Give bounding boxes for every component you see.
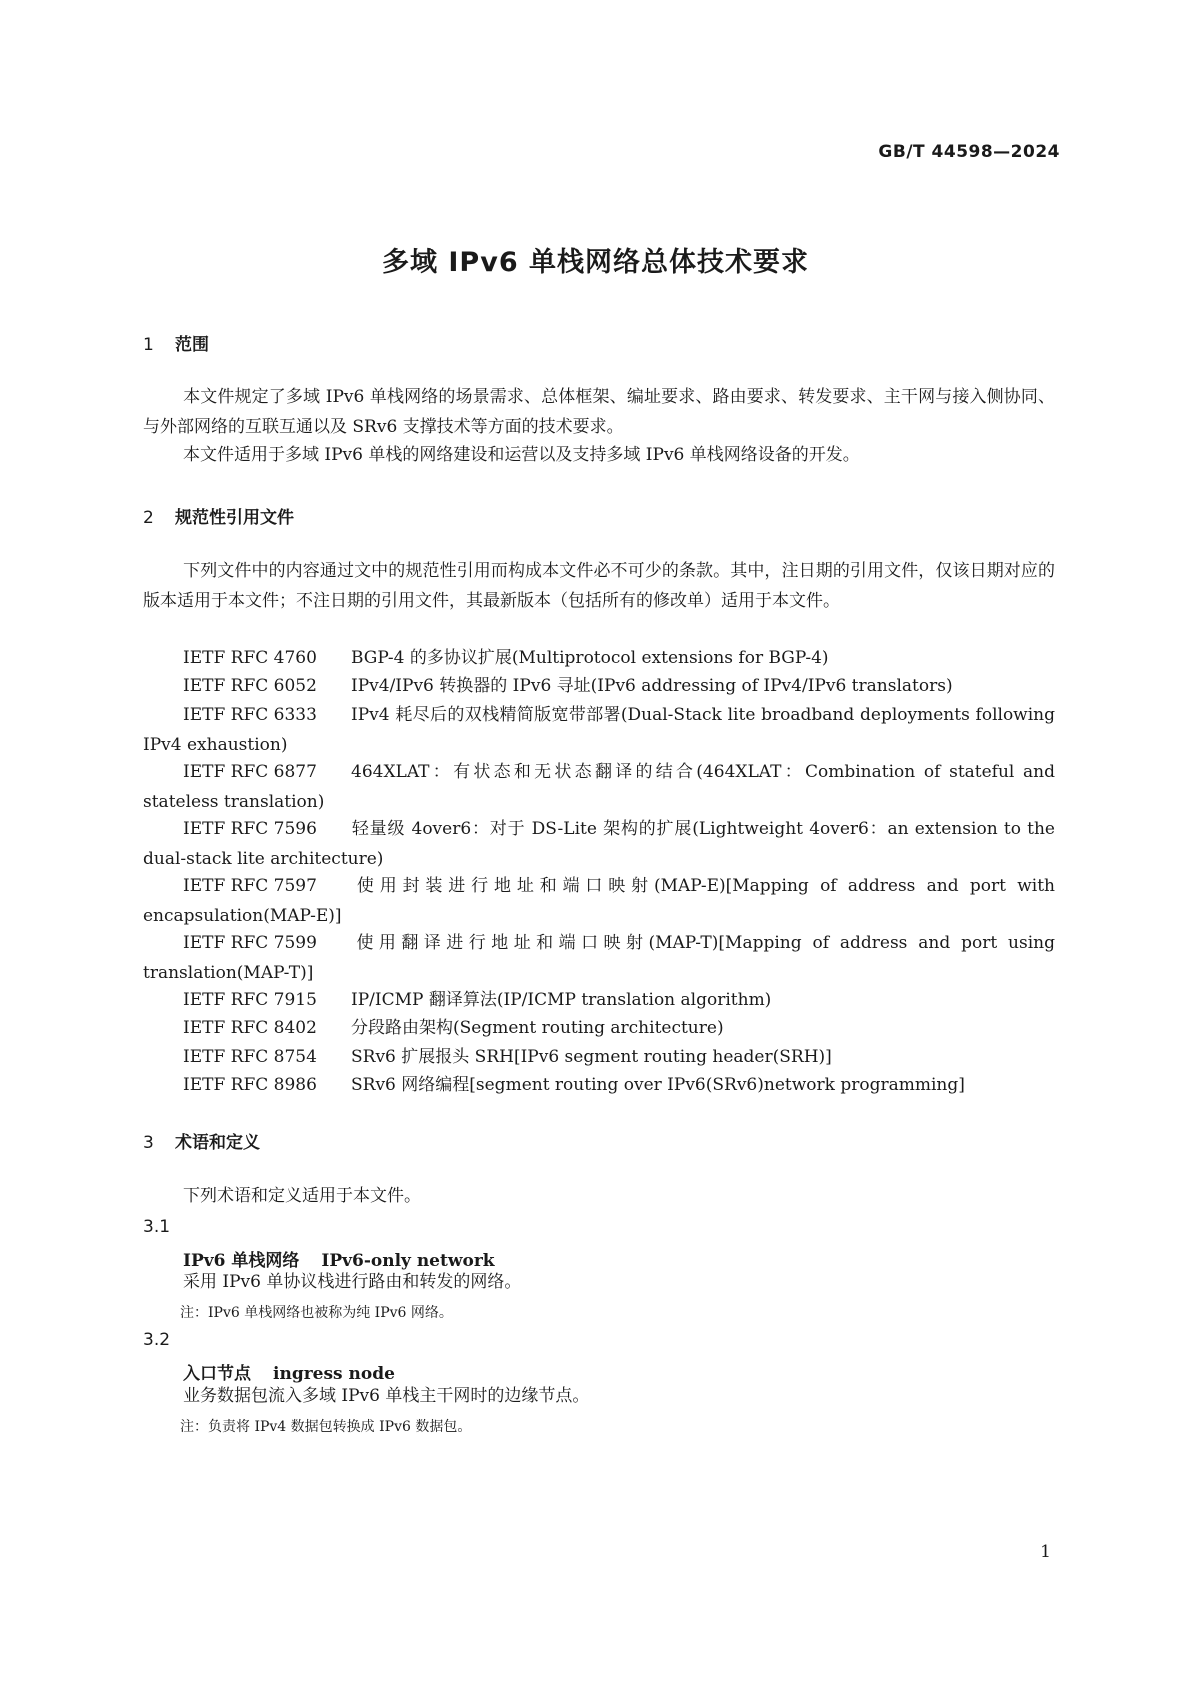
reference-item <box>143 1070 1055 1100</box>
reference-code: IETF RFC 8754 <box>183 1047 317 1067</box>
reference-code: IETF RFC 7596 <box>183 819 317 839</box>
reference-item <box>143 671 1055 701</box>
reference-title: BGP-4 的多协议扩展(Multiprotocol extensions for BGP-4) <box>351 648 829 668</box>
reference-item <box>143 1013 1055 1043</box>
reference-title: SRv6 网络编程[segment routing over IPv6(SRv6)network programming] <box>351 1075 965 1095</box>
term-note: 注：IPv6 单栈网络也被称为纯 IPv6 网络。 <box>180 1305 453 1321</box>
term-number: 3.1 <box>143 1217 171 1237</box>
reference-code: IETF RFC 6333 <box>183 705 317 725</box>
reference-item <box>143 757 1055 817</box>
term-chinese: 入口节点 <box>183 1364 251 1384</box>
section-2-heading <box>143 503 294 528</box>
reference-title: 使用翻译进行地址和端口映射(MAP-T)[Mapping of address and port using translation(MAP-T)] <box>143 933 1055 983</box>
reference-code: IETF RFC 6052 <box>183 676 317 696</box>
section-title: 范围 <box>175 335 209 355</box>
term-note: 注：负责将 IPv4 数据包转换成 IPv6 数据包。 <box>180 1419 472 1435</box>
reference-title: IP/ICMP 翻译算法(IP/ICMP translation algorithm) <box>351 990 772 1010</box>
section-title: 规范性引用文件 <box>175 508 294 528</box>
section-number: 2 <box>143 508 154 528</box>
terms-intro: 下列术语和定义适用于本文件。 <box>183 1186 421 1206</box>
reference-code: IETF RFC 7599 <box>183 933 317 953</box>
reference-code: IETF RFC 8986 <box>183 1075 317 1095</box>
section-number: 3 <box>143 1133 154 1153</box>
section-number: 1 <box>143 335 154 355</box>
reference-code: IETF RFC 7597 <box>183 876 317 896</box>
term-definition: 采用 IPv6 单协议栈进行路由和转发的网络。 <box>183 1272 522 1292</box>
term-english: IPv6-only network <box>321 1251 495 1271</box>
reference-code: IETF RFC 6877 <box>183 762 317 782</box>
document-title: 多域 IPv6 单栈网络总体技术要求 <box>381 247 810 278</box>
scope-paragraph-2: 本文件适用于多域 IPv6 单栈的网络建设和运营以及支持多域 IPv6 单栈网络设备的开发。 <box>183 445 860 465</box>
reference-code: IETF RFC 4760 <box>183 648 317 668</box>
scope-paragraph-1: 本文件规定了多域 IPv6 单栈网络的场景需求、总体框架、编址要求、路由要求、转发要求、主干网与接入侧协同、与外部网络的互联互通以及 SRv6 支撑技术等方面的技术要求。 <box>143 387 1055 437</box>
section-title: 术语和定义 <box>175 1133 260 1153</box>
reference-title: SRv6 扩展报头 SRH[IPv6 segment routing header(SRH)] <box>351 1047 832 1067</box>
term-chinese: IPv6 单栈网络 <box>183 1251 300 1271</box>
reference-title: 分段路由架构(Segment routing architecture) <box>351 1018 724 1038</box>
reference-title: 使用封装进行地址和端口映射(MAP-E)[Mapping of address and port with encapsulation(MAP-E)] <box>143 876 1055 926</box>
page-number: 1 <box>1040 1542 1051 1562</box>
term-english: ingress node <box>273 1364 395 1384</box>
reference-item <box>143 700 1055 760</box>
reference-title: IPv4 耗尽后的双栈精简版宽带部署(Dual-Stack lite broadband deployments following IPv4 exhaustion) <box>143 705 1055 755</box>
reference-title: 464XLAT：有状态和无状态翻译的结合(464XLAT：Combination of stateful and stateless translation) <box>143 762 1055 812</box>
reference-item <box>143 985 1055 1015</box>
reference-item <box>143 1042 1055 1072</box>
reference-item <box>143 814 1055 874</box>
section-3-heading <box>143 1128 260 1153</box>
reference-code: IETF RFC 7915 <box>183 990 317 1010</box>
reference-code: IETF RFC 8402 <box>183 1018 317 1038</box>
reference-item <box>143 643 1055 673</box>
term-number: 3.2 <box>143 1330 171 1350</box>
reference-title: IPv4/IPv6 转换器的 IPv6 寻址(IPv6 addressing of IPv4/IPv6 translators) <box>351 676 953 696</box>
section-1-heading <box>143 330 209 355</box>
term-definition: 业务数据包流入多域 IPv6 单栈主干网时的边缘节点。 <box>183 1386 590 1406</box>
reference-title: 轻量级 4over6：对于 DS-Lite 架构的扩展(Lightweight 4over6：an extension to the dual-stack lite architecture) <box>143 819 1055 869</box>
standard-number: GB/T 44598—2024 <box>878 142 1060 162</box>
references-intro: 下列文件中的内容通过文中的规范性引用而构成本文件必不可少的条款。其中，注日期的引用文件，仅该日期对应的版本适用于本文件；不注日期的引用文件，其最新版本（包括所有的修改单）适用于本文件。 <box>143 561 1055 611</box>
reference-item <box>143 928 1055 988</box>
reference-item <box>143 871 1055 931</box>
